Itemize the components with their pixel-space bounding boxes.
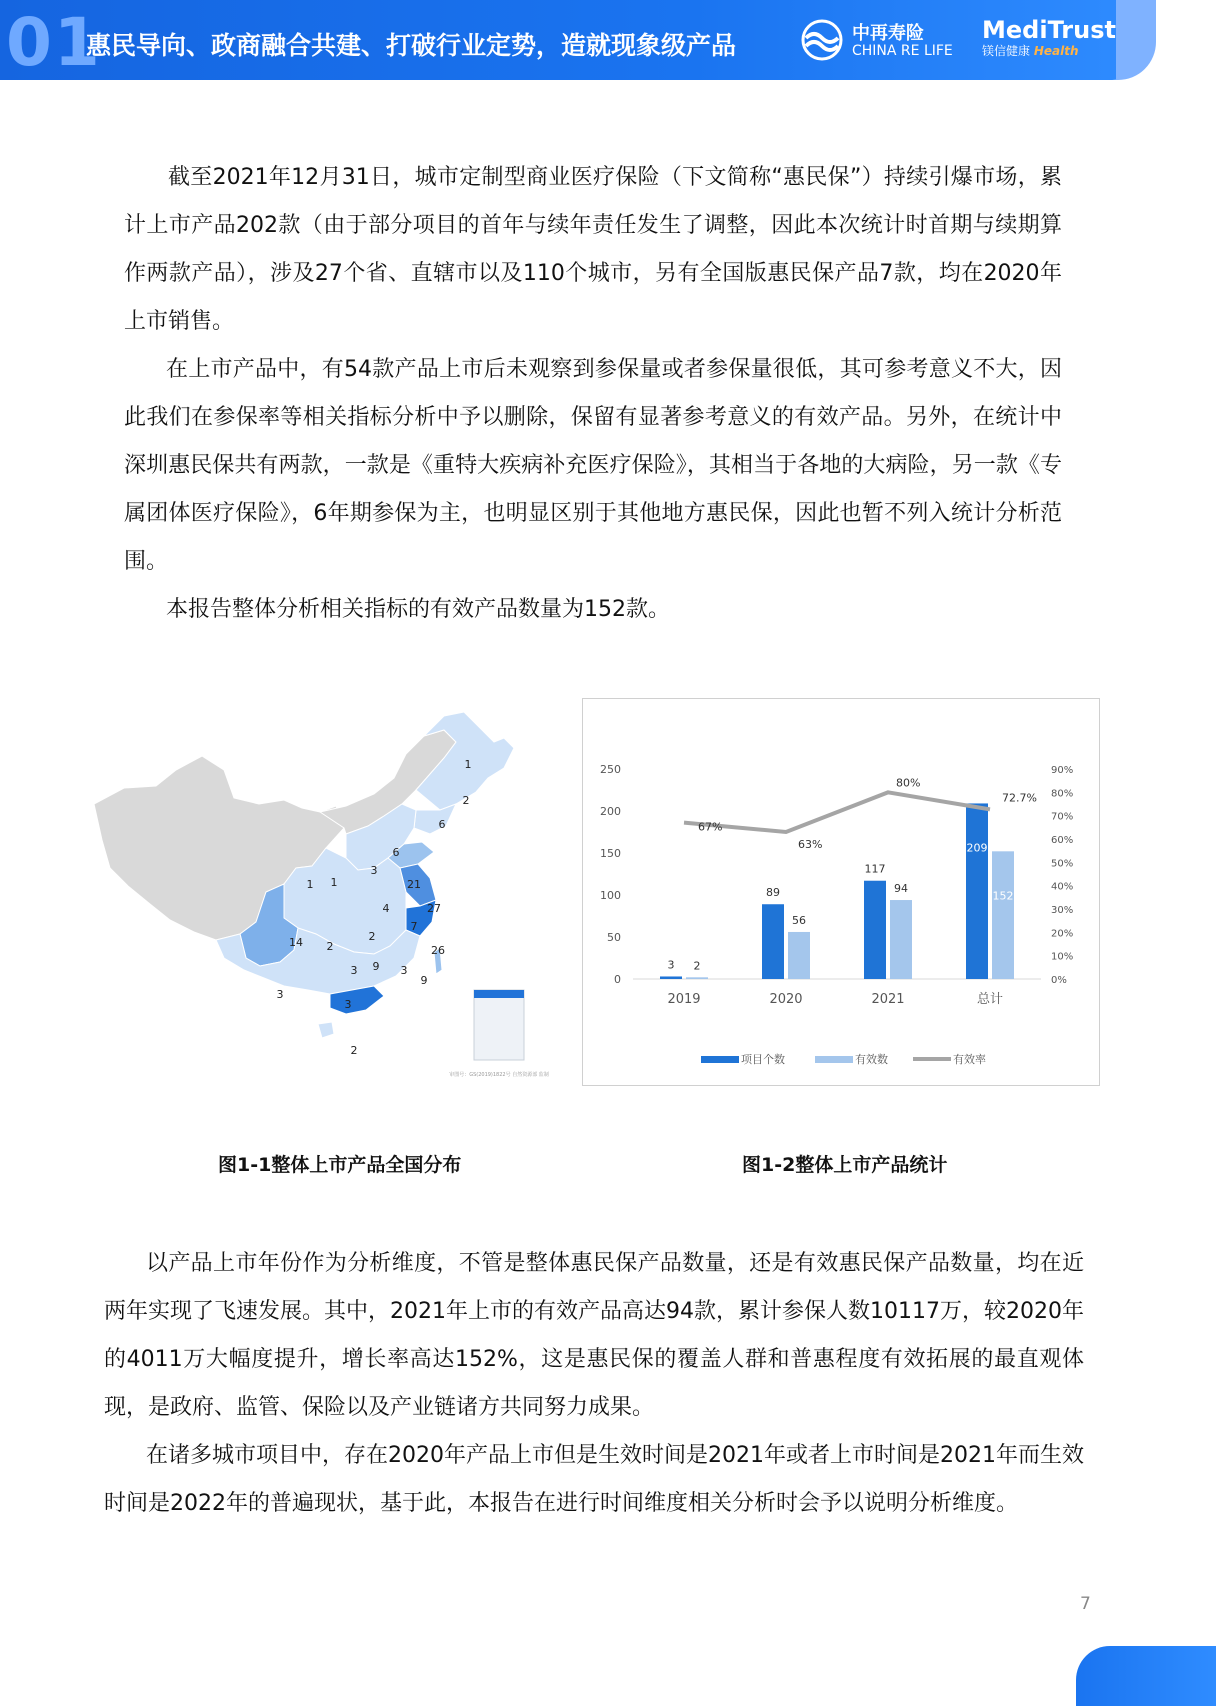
x-tick-label: 总计 [976, 992, 1004, 1007]
x-tick-label: 2021 [871, 992, 905, 1007]
bar-data-label: 117 [864, 862, 886, 876]
map-label: 2 [350, 1044, 358, 1057]
paragraph-4: 以产品上市年份作为分析维度，不管是整体惠民保产品数量，还是有效惠民保产品数量，均在近两年实现了飞速发展。其中，2021年上市的有效产品高达94款，累计参保人数10117万，较2020年的4011万大幅度提升，增长率高达152%，这是惠民保的覆盖人群和普惠程度有效拓展的最直观体现，是政府、监管、保险以及产业链诸方共同努力成果。 [104, 1251, 1084, 1420]
south-china-sea-inset [474, 990, 524, 1060]
legend-label: 项目个数 [741, 1053, 785, 1066]
paragraph-3: 本报告整体分析相关指标的有效产品数量为152款。 [166, 597, 670, 622]
map-label: 2 [326, 940, 334, 953]
x-tick-label: 2020 [769, 992, 803, 1007]
bar-effective-count [788, 932, 810, 979]
map-label: 1 [306, 878, 314, 891]
product-stats-chart [582, 698, 1100, 1086]
figure-caption-chart: 图1-2整体上市产品统计 [742, 1154, 948, 1176]
line-data-label: 72.7% [1002, 791, 1037, 805]
china-re-en: CHINA RE LIFE [852, 43, 953, 59]
y-left-tick-label: 200 [600, 805, 621, 818]
map-label: 21 [407, 878, 421, 891]
meditrust-logo [982, 16, 1116, 59]
bar-project-count [864, 881, 886, 979]
map-label: 1 [464, 758, 472, 771]
bar-data-label: 56 [792, 913, 806, 927]
china-distribution-map [84, 708, 549, 1088]
map-label: 3 [370, 864, 378, 877]
figure-caption-map: 图1-1整体上市产品全国分布 [218, 1154, 462, 1176]
y-right-tick-label: 40% [1051, 881, 1074, 893]
paragraph-5: 在诸多城市项目中，存在2020年产品上市但是生效时间是2021年或者上市时间是2021年而生效时间是2022年的普遍现状，基于此，本报告在进行时间维度相关分析时会予以说明分析维度。 [104, 1443, 1084, 1516]
china-re-cn: 中再寿险 [852, 23, 924, 44]
header-accent [1116, 0, 1156, 80]
map-inset-note: 审图号：GS(2019)1822号 自然资源部 监制 [449, 1072, 549, 1078]
map-label: 9 [420, 974, 428, 987]
y-right-tick-label: 90% [1051, 765, 1074, 776]
y-right-tick-label: 70% [1051, 811, 1074, 823]
bar-data-label: 3 [667, 958, 675, 972]
bar-data-label: 94 [894, 882, 908, 896]
bar-effective-count [992, 851, 1014, 979]
paragraph-1: 截至2021年12月31日，城市定制型商业医疗保险（下文简称“惠民保”）持续引爆市场，累计上市产品202款（由于部分项目的首年与续年责任发生了调整，因此本次统计时首期与续期算作两款产品），涉及27个省、直辖市以及110个城市，另有全国版惠民保产品7款，均在2020年上市销售。 [124, 165, 1062, 334]
y-left-tick-label: 150 [600, 847, 621, 860]
section-title: 惠民导向、政商融合共建、打破行业定势，造就现象级产品 [86, 31, 737, 60]
x-tick-label: 2019 [667, 992, 701, 1007]
y-left-tick-label: 50 [607, 931, 621, 944]
y-right-tick-label: 50% [1051, 858, 1074, 870]
y-right-tick-label: 0% [1051, 975, 1067, 986]
map-label: 26 [431, 944, 445, 957]
chart-svg [583, 699, 1099, 1085]
china-re-wave-icon [800, 18, 844, 62]
bar-project-count [762, 904, 784, 979]
china-map-svg [84, 708, 549, 1088]
map-label: 3 [276, 988, 284, 1001]
paragraph-2: 在上市产品中，有54款产品上市后未观察到参保量或者参保量很低，其可参考意义不大，因此我们在参保率等相关指标分析中予以删除，保留有显著参考意义的有效产品。另外，在统计中深圳惠民保共有两款，一款是《重特大疾病补充医疗保险》，其相当于各地的大病险，另一款《专属团体医疗保险》，6年期参保为主，也明显区别于其他地方惠民保，因此也暂不列入统计分析范围。 [124, 357, 1062, 574]
meditrust-cn [982, 42, 1102, 59]
map-label: 4 [382, 902, 390, 915]
y-right-tick-label: 20% [1051, 928, 1074, 940]
line-effective-rate [684, 792, 990, 832]
bar-project-count [660, 976, 682, 979]
line-data-label: 80% [896, 776, 921, 790]
y-right-tick-label: 80% [1051, 788, 1074, 800]
map-label: 2 [462, 794, 470, 807]
meditrust-en: MediTrust [982, 16, 1116, 44]
bar-data-label: 89 [766, 886, 780, 900]
map-label: 14 [289, 936, 303, 949]
footer-corner-accent [1076, 1646, 1216, 1706]
map-label: 6 [392, 846, 400, 859]
legend-swatch [815, 1056, 853, 1063]
legend-label: 有效数 [855, 1053, 888, 1066]
y-right-tick-label: 60% [1051, 835, 1074, 846]
bar-effective-count [890, 900, 912, 979]
line-data-label: 63% [798, 838, 823, 851]
bar-effective-count [686, 977, 708, 979]
map-label: 3 [400, 964, 408, 977]
section-number: 01 [6, 4, 102, 81]
y-left-tick-label: 100 [600, 889, 621, 902]
map-label: 2 [368, 930, 376, 943]
line-data-label: 67% [698, 820, 723, 834]
map-label: 9 [372, 960, 380, 973]
y-left-tick-label: 250 [600, 763, 621, 776]
page-number: 7 [1080, 1594, 1091, 1614]
bar-data-label: 152 [992, 889, 1014, 903]
legend-swatch [701, 1056, 739, 1063]
bar-data-label: 209 [966, 841, 988, 855]
meditrust-cn-text: 镁信健康 [982, 44, 1031, 58]
y-right-tick-label: 10% [1051, 951, 1074, 963]
y-left-tick-label: 0 [614, 973, 621, 986]
map-label: 3 [344, 998, 352, 1011]
map-region-hainan [318, 1022, 334, 1038]
y-right-tick-label: 30% [1051, 905, 1074, 916]
map-label: 7 [410, 920, 418, 933]
map-label: 27 [427, 902, 441, 915]
bar-data-label: 2 [693, 959, 701, 973]
map-label: 6 [438, 818, 446, 831]
map-label: 1 [330, 876, 338, 889]
meditrust-health: Health [1033, 44, 1079, 58]
map-label: 3 [350, 964, 358, 977]
map-label: 37 [377, 1002, 391, 1015]
map-region-liaoning [414, 804, 456, 834]
bar-project-count [966, 803, 988, 979]
page-header [0, 0, 1150, 80]
inset-header [474, 990, 524, 998]
legend-label: 有效率 [953, 1053, 986, 1066]
